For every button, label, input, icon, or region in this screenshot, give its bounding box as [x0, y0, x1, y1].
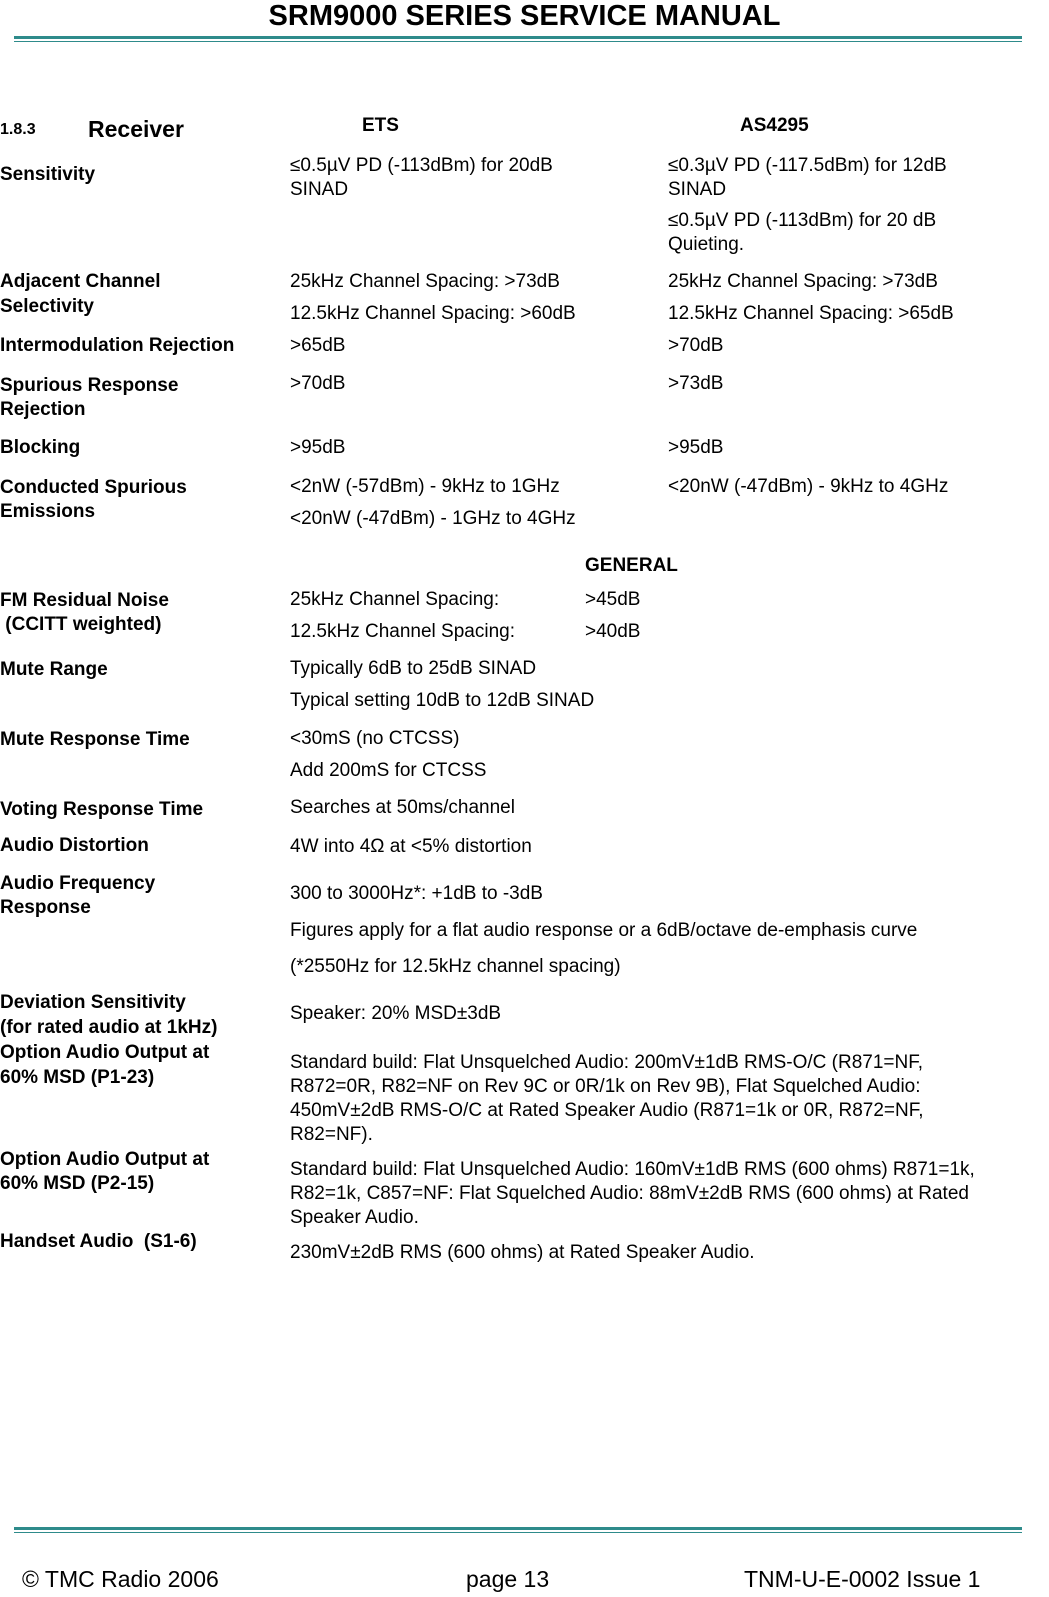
adjacent-channel-label-line1: Adjacent Channel: [0, 271, 161, 292]
adjacent-ets-12k5: 12.5kHz Channel Spacing: >60dB: [290, 303, 576, 324]
opt-p1-line4: R82=NF).: [290, 1124, 373, 1145]
voting-value: Searches at 50ms/channel: [290, 797, 515, 818]
general-heading: GENERAL: [585, 555, 678, 576]
opt-p2-line2: R82=1k, C857=NF: Flat Squelched Audio: 88mV±2dB RMS (600 ohms) at Rated: [290, 1183, 969, 1204]
spurious-as: >73dB: [668, 373, 724, 394]
mute-range-label: Mute Range: [0, 659, 108, 680]
opt-p1-label-line2: 60% MSD (P1-23): [0, 1067, 155, 1088]
sensitivity-label: Sensitivity: [0, 164, 96, 185]
conducted-as-line1: <20nW (-47dBm) - 9kHz to 4GHz: [668, 476, 949, 497]
voting-label: Voting Response Time: [0, 799, 204, 820]
opt-p2-label-line2: 60% MSD (P2-15): [0, 1173, 155, 1194]
intermod-ets: >65dB: [290, 335, 346, 356]
mute-time-line2: Add 200mS for CTCSS: [290, 760, 487, 781]
fm-noise-label-line2: (CCITT weighted): [0, 614, 162, 635]
fm-noise-25k-label: 25kHz Channel Spacing:: [290, 589, 500, 610]
sensitivity-as-line3: ≤0.5µV PD (-113dBm) for 20 dB: [668, 210, 937, 231]
mute-range-line1: Typically 6dB to 25dB SINAD: [290, 658, 537, 679]
blocking-as: >95dB: [668, 437, 724, 458]
column-heading-as4295: AS4295: [740, 115, 809, 136]
opt-p1-line3: 450mV±2dB RMS-O/C at Rated Speaker Audio (R871=1k or 0R, R872=NF,: [290, 1100, 924, 1121]
freq-resp-line2: Figures apply for a flat audio response or a 6dB/octave de-emphasis curve: [290, 920, 918, 941]
spurious-label-line2: Rejection: [0, 399, 86, 420]
footer-copyright: © TMC Radio 2006: [22, 1566, 219, 1592]
section-title: Receiver: [88, 116, 184, 142]
opt-p1-label-line1: Option Audio Output at: [0, 1042, 210, 1063]
mute-time-line1: <30mS (no CTCSS): [290, 728, 460, 749]
handset-value: 230mV±2dB RMS (600 ohms) at Rated Speaker Audio.: [290, 1242, 755, 1263]
sensitivity-as-line2: SINAD: [668, 179, 727, 200]
fm-noise-12k5-value: >40dB: [585, 621, 641, 642]
deviation-value: Speaker: 20% MSD±3dB: [290, 1003, 502, 1024]
intermod-as: >70dB: [668, 335, 724, 356]
freq-resp-line1: 300 to 3000Hz*: +1dB to -3dB: [290, 883, 543, 904]
freq-resp-label-line1: Audio Frequency: [0, 873, 156, 894]
sensitivity-ets-line2: SINAD: [290, 179, 349, 200]
sensitivity-as-line4: Quieting.: [668, 234, 745, 255]
opt-p2-line3: Speaker Audio.: [290, 1207, 419, 1228]
blocking-label: Blocking: [0, 437, 81, 458]
spurious-ets: >70dB: [290, 373, 346, 394]
sensitivity-as-line1: ≤0.3µV PD (-117.5dBm) for 12dB: [668, 155, 947, 176]
blocking-ets: >95dB: [290, 437, 346, 458]
opt-p1-line2: R872=0R, R82=NF on Rev 9C or 0R/1k on Rev 9B), Flat Squelched Audio:: [290, 1076, 921, 1097]
sensitivity-ets-line1: ≤0.5µV PD (-113dBm) for 20dB: [290, 155, 553, 176]
footer-document-id: TNM-U-E-0002 Issue 1: [744, 1566, 981, 1592]
intermod-label: Intermodulation Rejection: [0, 335, 235, 356]
spurious-label-line1: Spurious Response: [0, 375, 179, 396]
conducted-ets-line2: <20nW (-47dBm) - 1GHz to 4GHz: [290, 508, 576, 529]
opt-p2-line1: Standard build: Flat Unsquelched Audio: 160mV±1dB RMS (600 ohms) R871=1k,: [290, 1159, 975, 1180]
handset-label: Handset Audio (S1-6): [0, 1231, 197, 1252]
section-number: 1.8.3: [0, 121, 36, 138]
page-header-title: SRM9000 SERIES SERVICE MANUAL: [268, 0, 781, 32]
conducted-label-line1: Conducted Spurious: [0, 477, 187, 498]
fm-noise-label-line1: FM Residual Noise: [0, 590, 169, 611]
footer-rule: [14, 1527, 1022, 1533]
mute-time-label: Mute Response Time: [0, 729, 190, 750]
deviation-label-line1: Deviation Sensitivity: [0, 992, 186, 1013]
conducted-label-line2: Emissions: [0, 501, 96, 522]
conducted-ets-line1: <2nW (-57dBm) - 9kHz to 1GHz: [290, 476, 560, 497]
adjacent-channel-label-line2: Selectivity: [0, 296, 94, 317]
opt-p2-label-line1: Option Audio Output at: [0, 1149, 210, 1170]
distortion-label: Audio Distortion: [0, 835, 149, 856]
mute-range-line2: Typical setting 10dB to 12dB SINAD: [290, 690, 595, 711]
column-heading-ets: ETS: [362, 115, 399, 136]
opt-p1-line1: Standard build: Flat Unsquelched Audio: 200mV±1dB RMS-O/C (R871=NF,: [290, 1052, 924, 1073]
adjacent-as-25k: 25kHz Channel Spacing: >73dB: [668, 271, 938, 292]
deviation-label-line2: (for rated audio at 1kHz): [0, 1017, 218, 1038]
adjacent-as-12k5: 12.5kHz Channel Spacing: >65dB: [668, 303, 954, 324]
freq-resp-label-line2: Response: [0, 897, 91, 918]
footer-page-number: page 13: [466, 1566, 550, 1592]
fm-noise-12k5-label: 12.5kHz Channel Spacing:: [290, 621, 515, 642]
freq-resp-line3: (*2550Hz for 12.5kHz channel spacing): [290, 956, 621, 977]
adjacent-ets-25k: 25kHz Channel Spacing: >73dB: [290, 271, 560, 292]
distortion-value: 4W into 4Ω at <5% distortion: [290, 836, 532, 857]
header-rule: [14, 36, 1022, 42]
fm-noise-25k-value: >45dB: [585, 589, 641, 610]
